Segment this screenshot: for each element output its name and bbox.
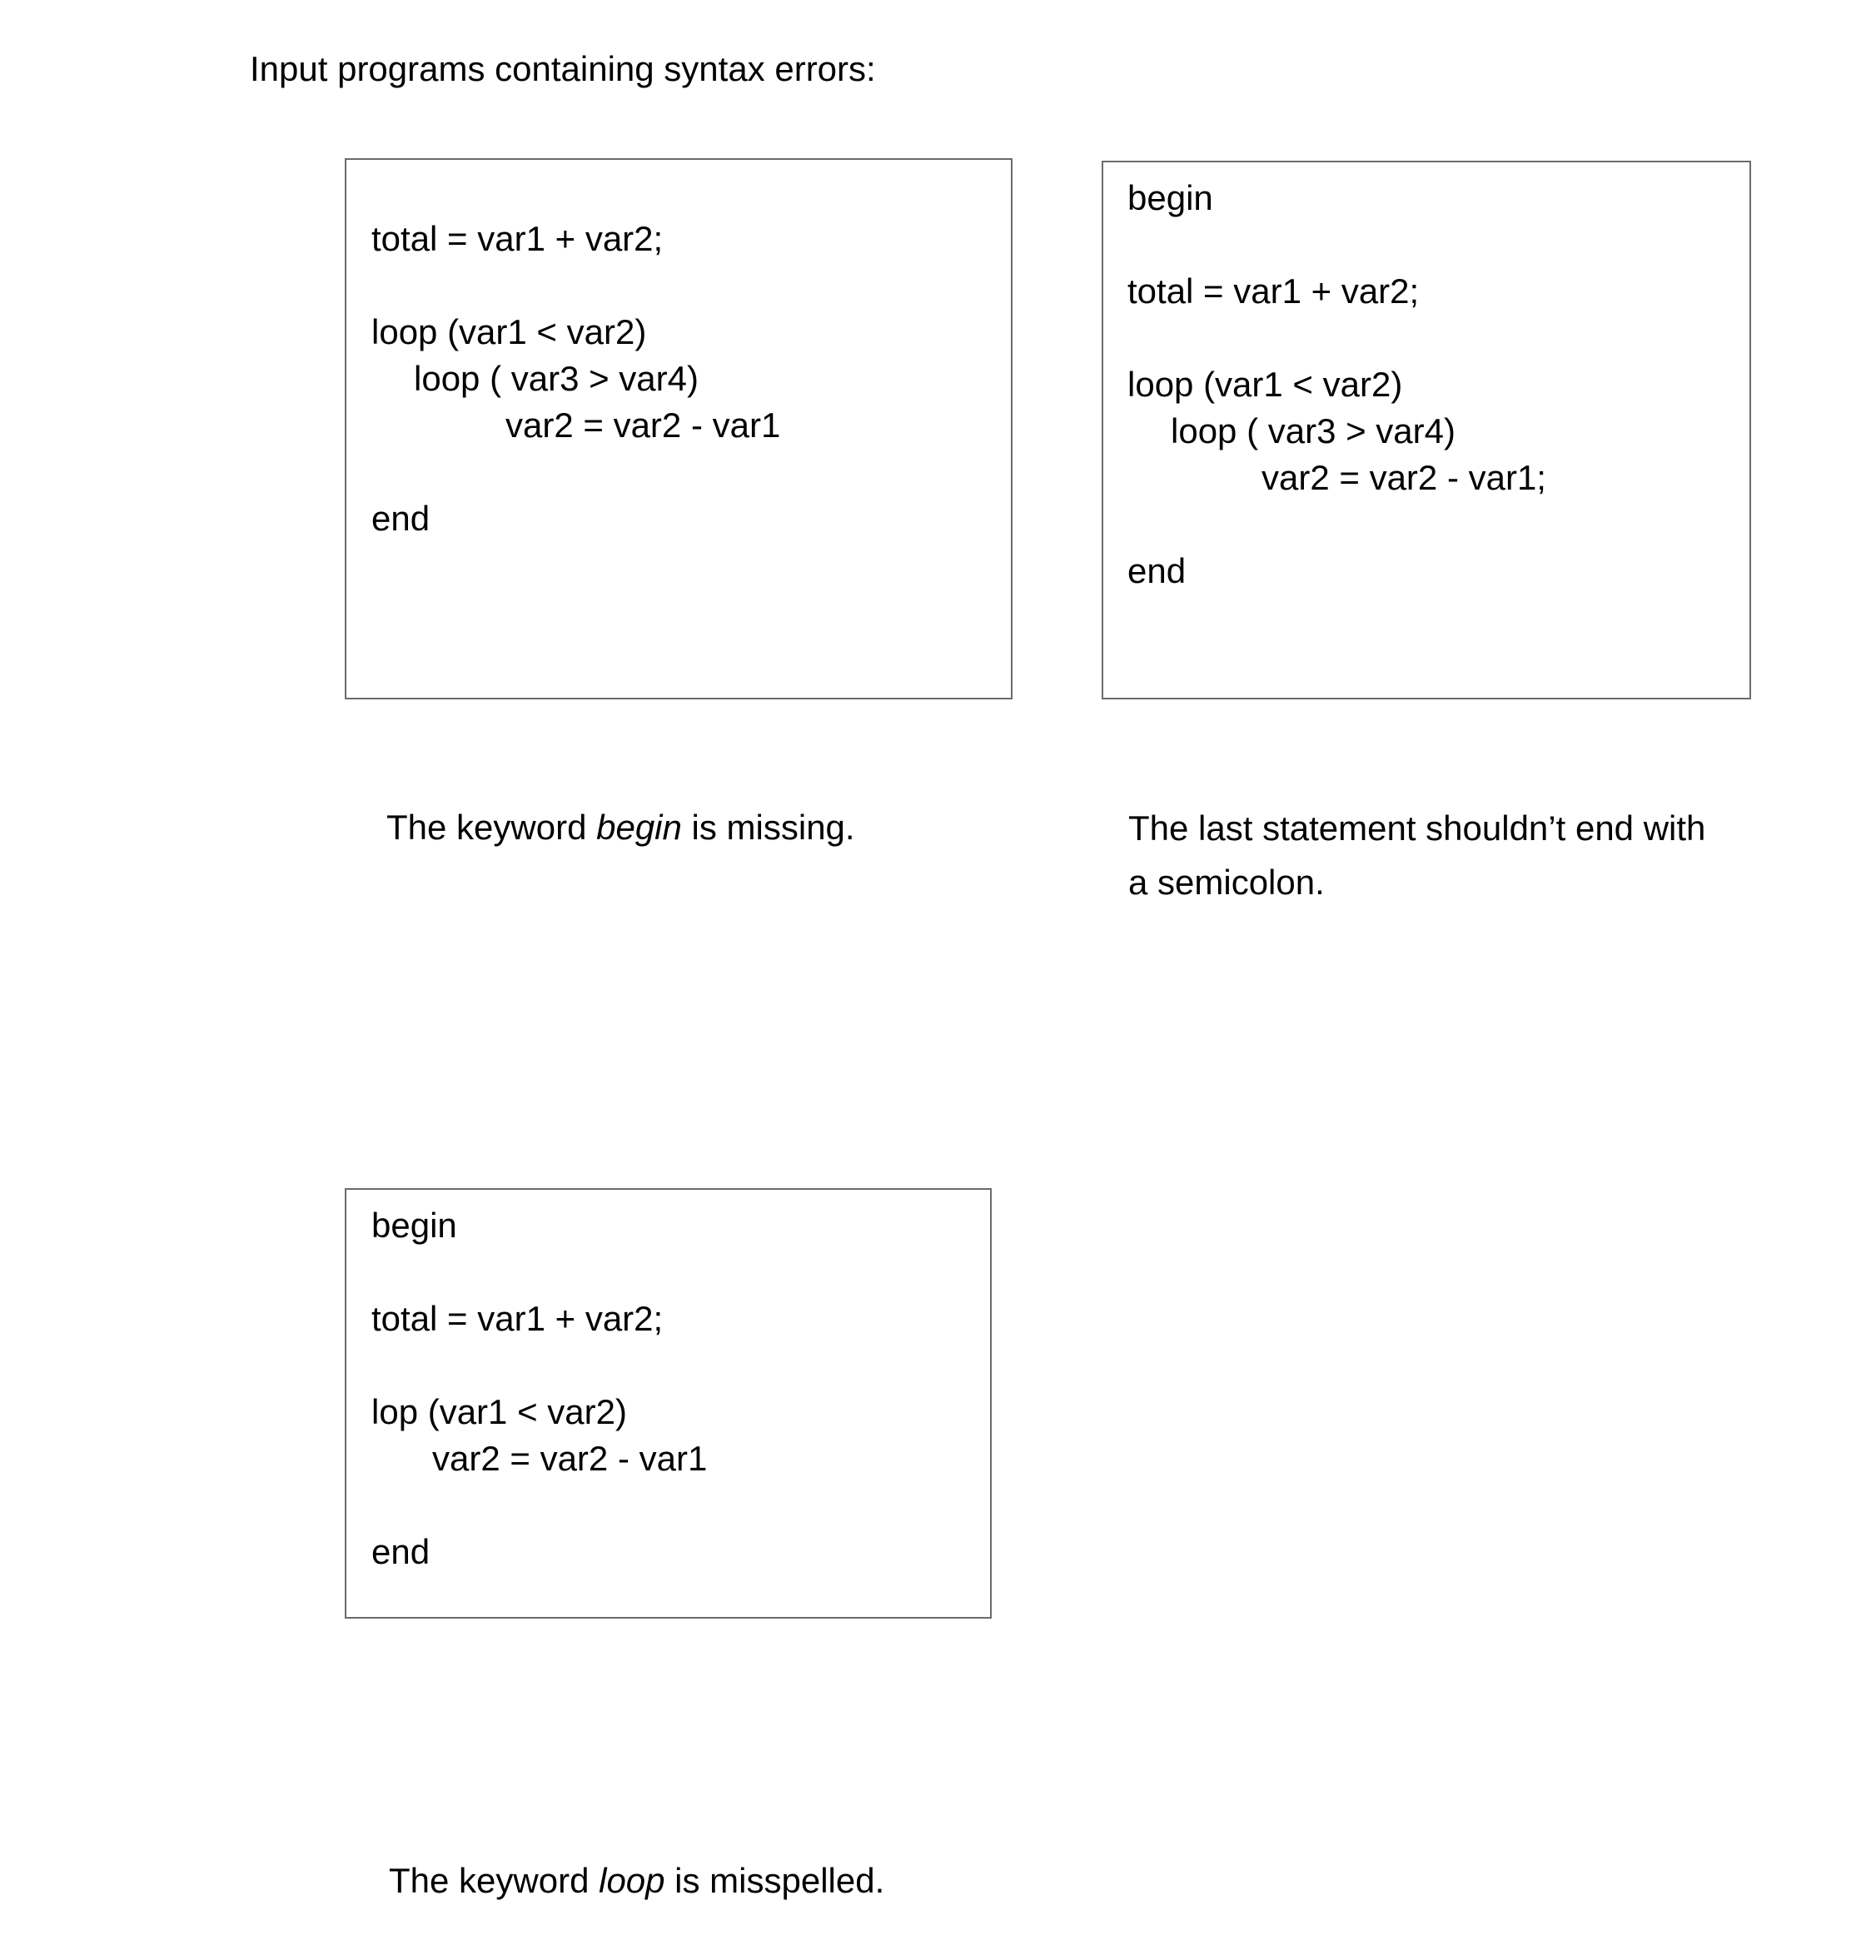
caption-line: a semicolon. xyxy=(1128,863,1325,902)
caption-keyword: loop xyxy=(599,1861,665,1900)
code-line: loop (var1 < var2) xyxy=(1127,365,1403,404)
error-caption-missing-begin xyxy=(386,800,855,854)
code-line: var2 = var2 - var1 xyxy=(505,405,781,445)
page-heading: Input programs containing syntax errors: xyxy=(250,49,876,88)
code-line: loop ( var3 > var4) xyxy=(1171,411,1456,450)
code-line: total = var1 + var2; xyxy=(371,219,664,258)
code-line: var2 = var2 - var1; xyxy=(1261,458,1546,497)
code-line: total = var1 + var2; xyxy=(371,1299,664,1338)
code-line: total = var1 + var2; xyxy=(1127,271,1420,311)
error-caption-misspelled-loop xyxy=(389,1853,884,1908)
caption-line: The last statement shouldn’t end with xyxy=(1128,808,1706,848)
caption-text: The keyword xyxy=(386,808,597,847)
code-line: end xyxy=(1127,551,1187,590)
code-line: begin xyxy=(371,1206,457,1245)
code-line: begin xyxy=(1127,178,1213,217)
code-line: end xyxy=(371,499,430,538)
caption-keyword: begin xyxy=(596,808,682,847)
code-line: lop (var1 < var2) xyxy=(371,1392,627,1431)
error-caption-trailing-semicolon xyxy=(1128,801,1705,909)
code-line: loop ( var3 > var4) xyxy=(414,359,699,398)
caption-text: is misspelled. xyxy=(664,1861,885,1900)
code-line: end xyxy=(371,1532,430,1571)
caption-text: The keyword xyxy=(389,1861,600,1900)
code-line: var2 = var2 - var1 xyxy=(432,1439,708,1478)
code-line: loop (var1 < var2) xyxy=(371,312,647,351)
caption-text: is missing. xyxy=(681,808,855,847)
